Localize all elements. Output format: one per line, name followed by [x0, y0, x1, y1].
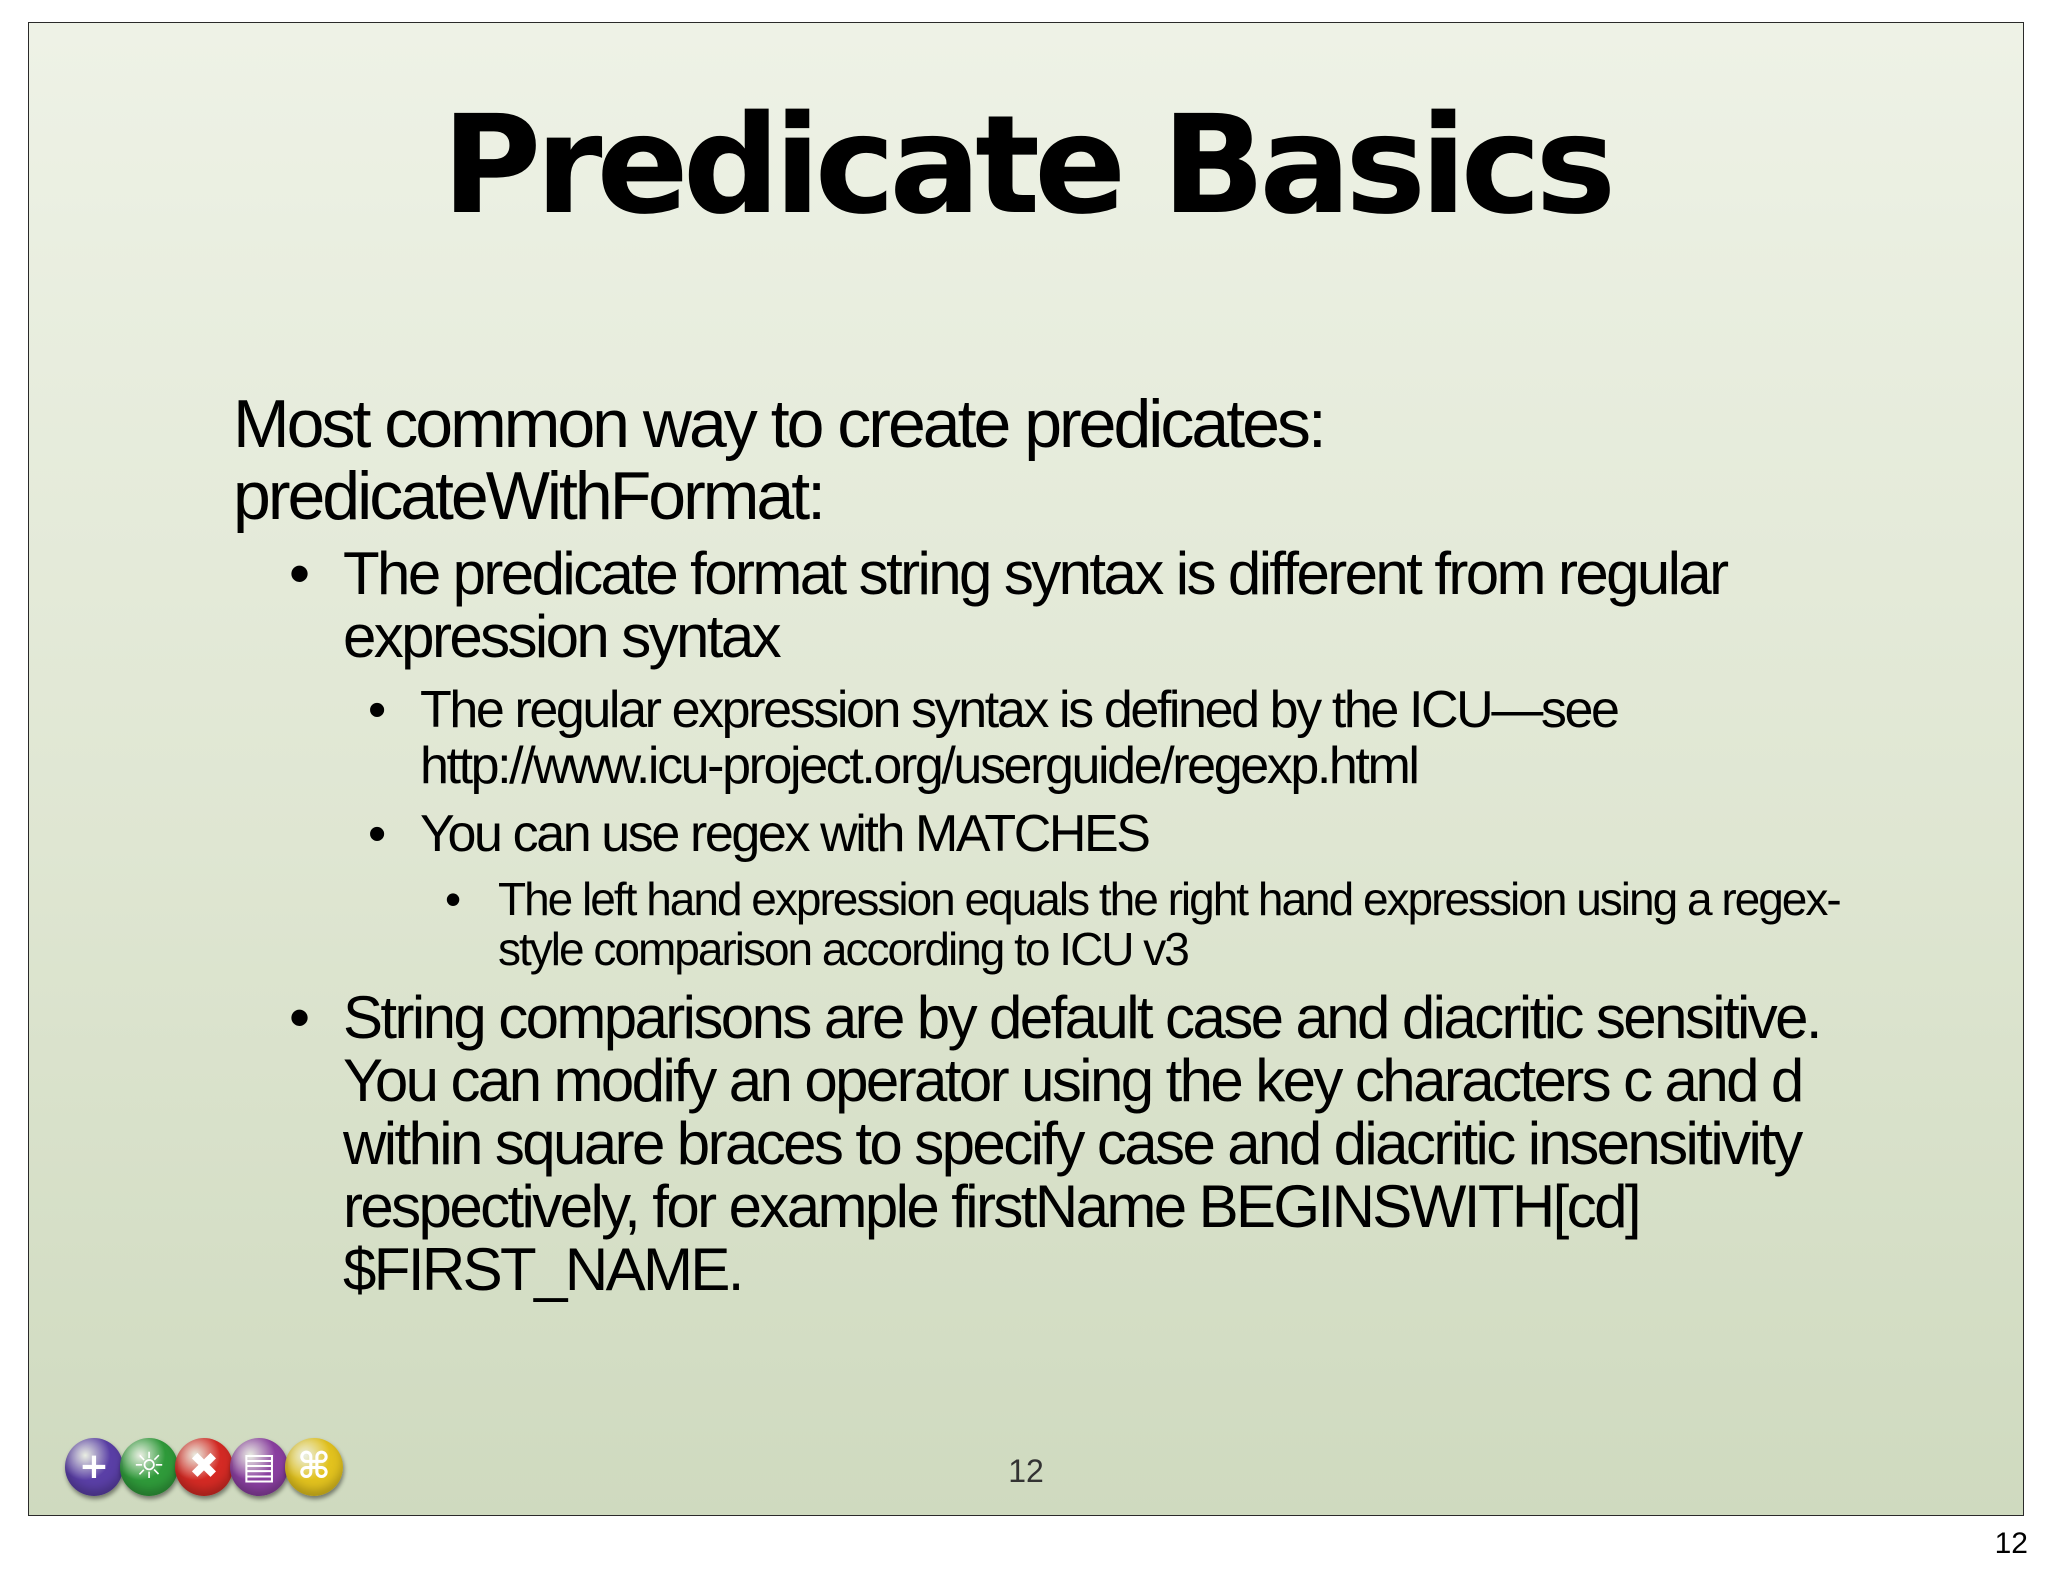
- bullet-dot: •: [445, 873, 460, 925]
- slide: [28, 22, 2024, 1516]
- bullet-text: The left hand expression equals the right hand expression using a regex-style comparison according to ICU v3: [498, 873, 1840, 975]
- slide-page-number: 12: [1008, 1453, 1044, 1489]
- bullet-dot: •: [368, 681, 384, 739]
- intro-line-1: Most common way to create predicates:: [233, 386, 1324, 462]
- command-glyph: ⌘: [297, 1446, 331, 1487]
- slide-body: [233, 388, 1883, 1315]
- bullet-dot: •: [289, 984, 308, 1051]
- bullet-1-2-1: [233, 874, 1883, 974]
- intro-line-2: predicateWithFormat:: [233, 458, 823, 534]
- bullet-dot: •: [289, 540, 308, 607]
- bullet-dot: •: [368, 805, 384, 863]
- tools-glyph: ✖: [188, 1446, 220, 1487]
- slide-title: Predicate Basics: [441, 87, 1611, 245]
- bullet-text: The predicate format string syntax is different from regular expression syntax: [343, 540, 1727, 670]
- lightbulb-glyph: ☼: [132, 1446, 166, 1487]
- intro-text: [233, 388, 1883, 532]
- plus-glyph: +: [78, 1446, 110, 1487]
- bullet-1-2: [233, 806, 1883, 862]
- bullet-text: You can use regex with MATCHES: [420, 805, 1149, 863]
- bullet-1-1: [233, 682, 1883, 794]
- bullet-1: [233, 542, 1883, 668]
- bullet-text: String comparisons are by default case and diacritic sensitive. You can modify an operator using the key characters c and d within square braces to specify case and diacritic insensitivity respectively, for example firstName BEGINSWITH[cd] $FIRST_NAME.: [343, 984, 1821, 1303]
- film-glyph: ▤: [241, 1446, 276, 1487]
- bullet-2: [233, 986, 1883, 1301]
- bullet-text: The regular expression syntax is defined by the ICU—see http://www.icu-project.org/userguide/regexp.html: [420, 681, 1618, 795]
- footer-page-number: 12: [1994, 1527, 2028, 1560]
